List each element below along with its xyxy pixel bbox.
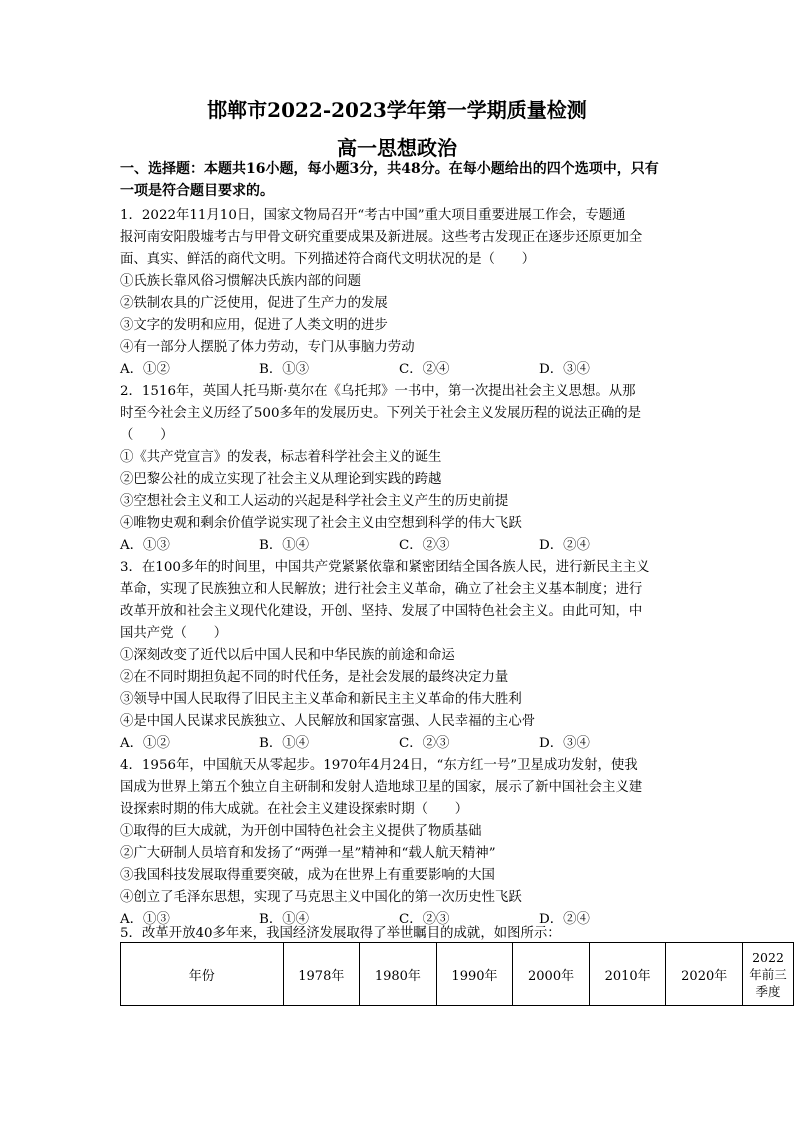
- q2-item-2: ②巴黎公社的成立实现了社会主义从理论到实践的跨越: [120, 472, 442, 487]
- q2-item-3: ③空想社会主义和工人运动的兴起是科学社会主义产生的历史前提: [120, 494, 509, 509]
- q4-stem-line-3: 设探索时期的伟大成就。在社会主义建设探索时期（ ）: [120, 802, 469, 817]
- q5-stem-line-1: 5．改革开放40多年来，我国经济发展取得了举世瞩目的成就，如图所示：: [120, 926, 561, 941]
- q1-option-b: B．①③: [259, 362, 310, 377]
- q1-stem-line-2: 报河南安阳殷墟考古与甲骨文研究重要成果及新进展。这些考古发现正在逐步还原更加全: [120, 230, 643, 245]
- q2-item-4: ④唯物史观和剩余价值学说实现了社会主义由空想到科学的伟大飞跃: [120, 516, 522, 531]
- q1-stem-line-3: 面、真实、鲜活的商代文明。下列描述符合商代文明状况的是（ ）: [120, 252, 536, 267]
- q1-option-d: D．③④: [539, 362, 590, 377]
- q4-stem-line-2: 国成为世界上第五个独立自主研制和发射人造地球卫星的国家，展示了新中国社会主义建: [120, 780, 643, 795]
- q4-item-4: ④创立了毛泽东思想，实现了马克思主义中国化的第一次历史性飞跃: [120, 890, 522, 905]
- q2-option-a: A．①③: [120, 538, 170, 553]
- table-header-cell-last: [743, 943, 794, 1006]
- subject-title: 高一思想政治: [337, 136, 457, 160]
- q3-item-2: ②在不同时期担负起不同的时代任务，是社会发展的最终决定力量: [120, 670, 509, 685]
- q1-item-4: ④有一部分人摆脱了体力劳动，专门从事脑力劳动: [120, 340, 415, 355]
- q3-option-c: C．②③: [399, 736, 450, 751]
- q2-stem-line-3: （ ）: [120, 428, 174, 443]
- q3-stem-line-1: 3．在100多年的时间里，中国共产党紧紧依靠和紧密团结全国各族人民，进行新民主主义: [120, 560, 650, 575]
- q3-stem-line-4: 国共产党（ ）: [120, 626, 228, 641]
- q3-option-b: B．①④: [259, 736, 310, 751]
- q4-stem-line-1: 4．1956年，中国航天从零起步。1970年4月24日，“东方红一号”卫星成功发射，使我: [120, 758, 638, 773]
- q3-item-3: ③领导中国人民取得了旧民主主义革命和新民主主义革命的伟大胜利: [120, 692, 522, 707]
- q3-stem-line-2: 革命，实现了民族独立和人民解放；进行社会主义革命，确立了社会主义基本制度；进行: [120, 582, 643, 597]
- table-header-year: 年份: [121, 943, 284, 1006]
- q2-option-b: B．①④: [259, 538, 310, 553]
- section-header-line-2: 一项是符合题目要求的。: [120, 183, 274, 199]
- q1-item-2: ②铁制农具的广泛使用，促进了生产力的发展: [120, 296, 388, 311]
- q1-item-1: ①氏族长靠风俗习惯解决氏族内部的问题: [120, 274, 362, 289]
- q4-item-1: ①取得的巨大成就，为开创中国特色社会主义提供了物质基础: [120, 824, 482, 839]
- table-header-cell: 1980年: [360, 943, 437, 1006]
- q4-option-a: A．①③: [120, 912, 170, 927]
- q3-option-d: D．③④: [539, 736, 590, 751]
- table-header-cell: 1978年: [283, 943, 360, 1006]
- table-header-cell: 1990年: [436, 943, 513, 1006]
- table-header-last-line: 季度: [755, 983, 781, 999]
- gdp-table: [120, 942, 794, 1006]
- q4-option-b: B．①④: [259, 912, 310, 927]
- q3-item-4: ④是中国人民谋求民族独立、人民解放和国家富强、人民幸福的主心骨: [120, 714, 536, 729]
- q1-option-a: A．①②: [120, 362, 170, 377]
- q2-item-1: ①《共产党宣言》的发表，标志着科学社会主义的诞生: [120, 450, 442, 465]
- q2-stem-line-1: 2．1516年，英国人托马斯·莫尔在《乌托邦》一书中，第一次提出社会主义思想。从那: [120, 384, 636, 399]
- table-header-cell: 2000年: [513, 943, 590, 1006]
- table-header-last-line: 2022: [752, 949, 784, 965]
- table-header-cell: 2010年: [589, 943, 666, 1006]
- q4-item-2: ②广大研制人员培育和发扬了“两弹一星”精神和“载人航天精神”: [120, 846, 496, 861]
- section-header-line-1: 一、选择题：本题共16小题，每小题3分，共48分。在每小题给出的四个选项中，只有: [120, 161, 659, 177]
- table-row: [121, 943, 794, 1006]
- q4-item-3: ③我国科技发展取得重要突破，成为在世界上有重要影响的大国: [120, 868, 495, 883]
- table-header-last-line: 年前三: [749, 966, 787, 982]
- exam-title: 邯郸市2022-2023学年第一学期质量检测: [207, 98, 587, 122]
- q1-item-3: ③文字的发明和应用，促进了人类文明的进步: [120, 318, 388, 333]
- q2-option-c: C．②③: [399, 538, 450, 553]
- q4-option-d: D．②④: [539, 912, 590, 927]
- q4-option-c: C．②③: [399, 912, 450, 927]
- q1-stem-line-1: 1．2022年11月10日，国家文物局召开“考古中国”重大项目重要进展工作会，专题通: [120, 208, 626, 223]
- q1-option-c: C．②④: [399, 362, 450, 377]
- q3-option-a: A．①②: [120, 736, 170, 751]
- q3-item-1: ①深刻改变了近代以后中国人民和中华民族的前途和命运: [120, 648, 455, 663]
- q2-stem-line-2: 时至今社会主义历经了500多年的发展历史。下列关于社会主义发展历程的说法正确的是: [120, 406, 642, 421]
- q2-option-d: D．②④: [539, 538, 590, 553]
- table-header-cell: 2020年: [666, 943, 743, 1006]
- q3-stem-line-3: 改革开放和社会主义现代化建设，开创、坚持、发展了中国特色社会主义。由此可知，中: [120, 604, 643, 619]
